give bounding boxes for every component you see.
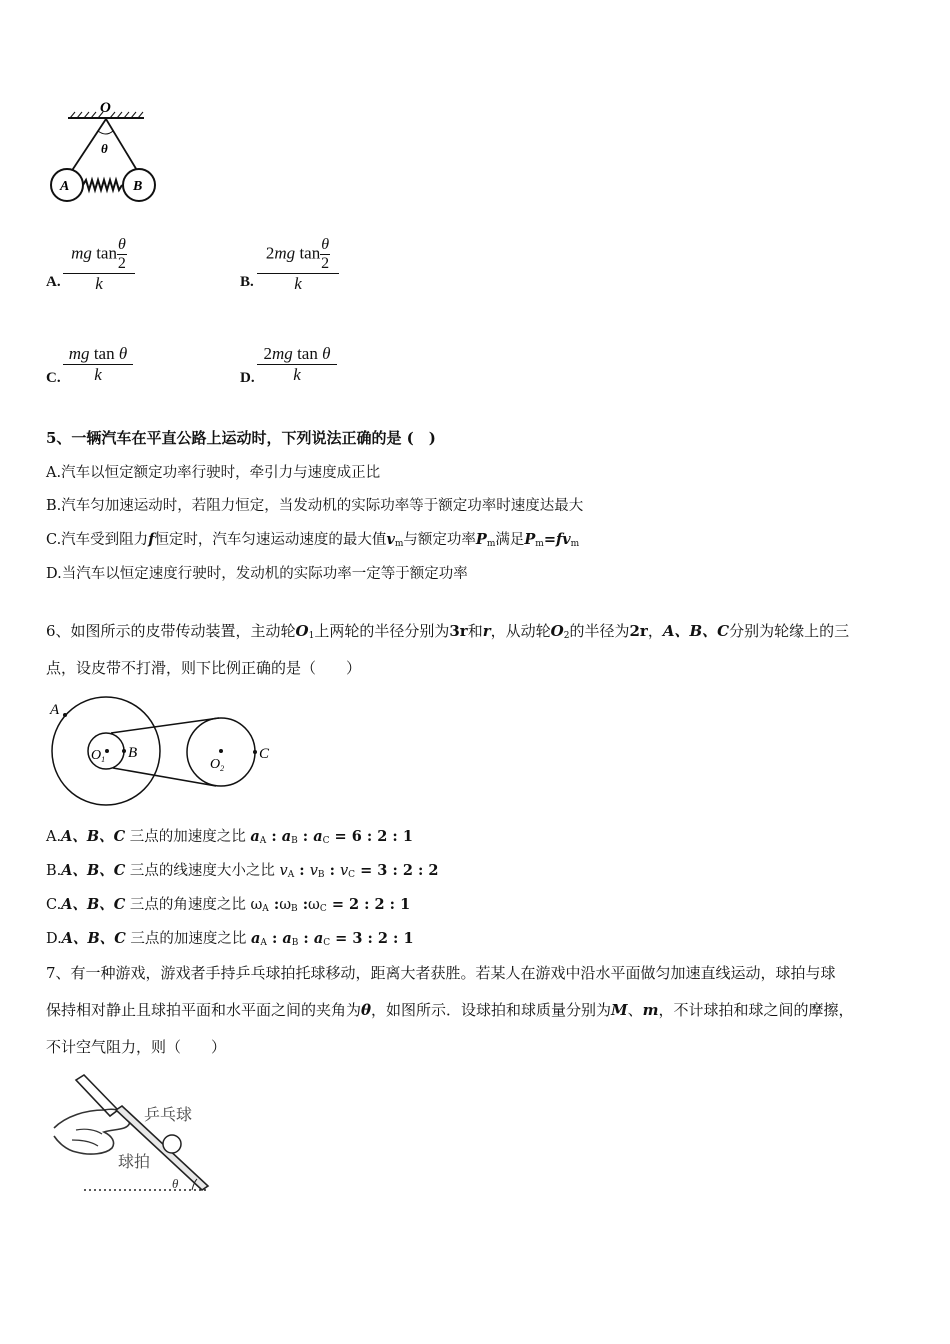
ball-label-b: B [133, 179, 143, 194]
q4-option-b-label: B. [240, 274, 254, 290]
angle-label-theta: θ [101, 141, 108, 156]
q6-option-b: B.A、B、C 三点的线速度大小之比 $v_A$ : $v_B$ : $v_C = 3$ : 2 : 2 [46, 862, 439, 880]
ping-pong-racket-figure [46, 1070, 221, 1200]
q5-option-a: A.汽车以恒定额定功率行驶时，牵引力与速度成正比 [46, 465, 381, 481]
q4-option-a-formula: mg tan $\frac{\theta}{2}$ k [63, 236, 135, 294]
belt-drive-figure [45, 695, 285, 810]
q5-option-c: C.汽车受到阻力f恒定时，汽车匀速运动速度的最大值$v_m$与额定功率$P_m$满足$P_m=fv_m$ [46, 531, 580, 549]
q4-option-d-label: D. [240, 370, 255, 386]
pendulum-spring-figure [40, 95, 170, 210]
hand-icon [54, 1109, 130, 1154]
ball-label-a: A [60, 179, 70, 194]
racket-label: 球拍 [118, 1154, 151, 1171]
q4-option-c-formula: mg tan θ k [63, 344, 133, 385]
q4-option-b-formula: 2mg tan $\frac{\theta}{2}$ k [257, 236, 339, 294]
angle-label: θ [172, 1176, 179, 1191]
point-c-label: C [259, 746, 270, 762]
q6-option-d: D.A、B、C 三点的加速度之比 $a_A$ : $a_B$ : $a_C = 3$ : 2 : 1 [46, 930, 414, 948]
q4-option-a-label: A. [46, 274, 61, 290]
point-b-label: B [128, 745, 138, 761]
q6-option-a: A.A、B、C 三点的加速度之比 $a_A$ : $a_B$ : $a_C = 6$ : 2 : 1 [46, 828, 413, 846]
q5-option-b: B.汽车匀加速运动时，若阻力恒定，当发动机的实际功率等于额定功率时速度达最大 [46, 498, 584, 514]
axle-o1-label: $O_1$ [91, 748, 106, 764]
q6-option-c: C.A、B、C 三点的角速度之比 $\omega_A$ $:\omega_B$ $:\omega_C = 2$ : 2 : 1 [46, 896, 411, 914]
q5-stem: 5、一辆汽车在平直公路上运动时，下列说法正确的是 ( ) [46, 429, 436, 447]
q6-stem-line1: 6、如图所示的皮带传动装置，主动轮$O_1$上两轮的半径分别为3r和r，从动轮$O_2$的半径为2r，A、B、C分别为轮缘上的三 [46, 622, 850, 641]
point-a-label: A [50, 702, 60, 718]
axle-o2-label: $O_2$ [210, 757, 225, 773]
q6-stem-line2: 点，设皮带不打滑，则下比例正确的是（ ） [46, 659, 362, 677]
q7-stem-line2: 保持相对静止且球拍平面和水平面之间的夹角为θ，如图所示．设球拍和球质量分别为M、m，不计球拍和球之间的摩擦， [46, 1001, 854, 1019]
q7-stem-line1: 7、有一种游戏，游戏者手持乒乓球拍托球移动，距离大者获胜。若某人在游戏中沿水平面做匀加速直线运动，球拍与球 [46, 964, 836, 982]
pivot-label-o: O [100, 100, 111, 116]
q7-stem-line3: 不计空气阻力，则（ ） [46, 1038, 227, 1056]
q4-option-c-label: C. [46, 370, 61, 386]
spring-icon [83, 180, 122, 190]
ball-label: 乒乓球 [144, 1107, 193, 1124]
q5-option-d: D.当汽车以恒定速度行驶时，发动机的实际功率一定等于额定功率 [46, 566, 468, 582]
ball-icon [163, 1135, 181, 1153]
q4-option-d-formula: 2mg tan θ k [257, 344, 337, 385]
